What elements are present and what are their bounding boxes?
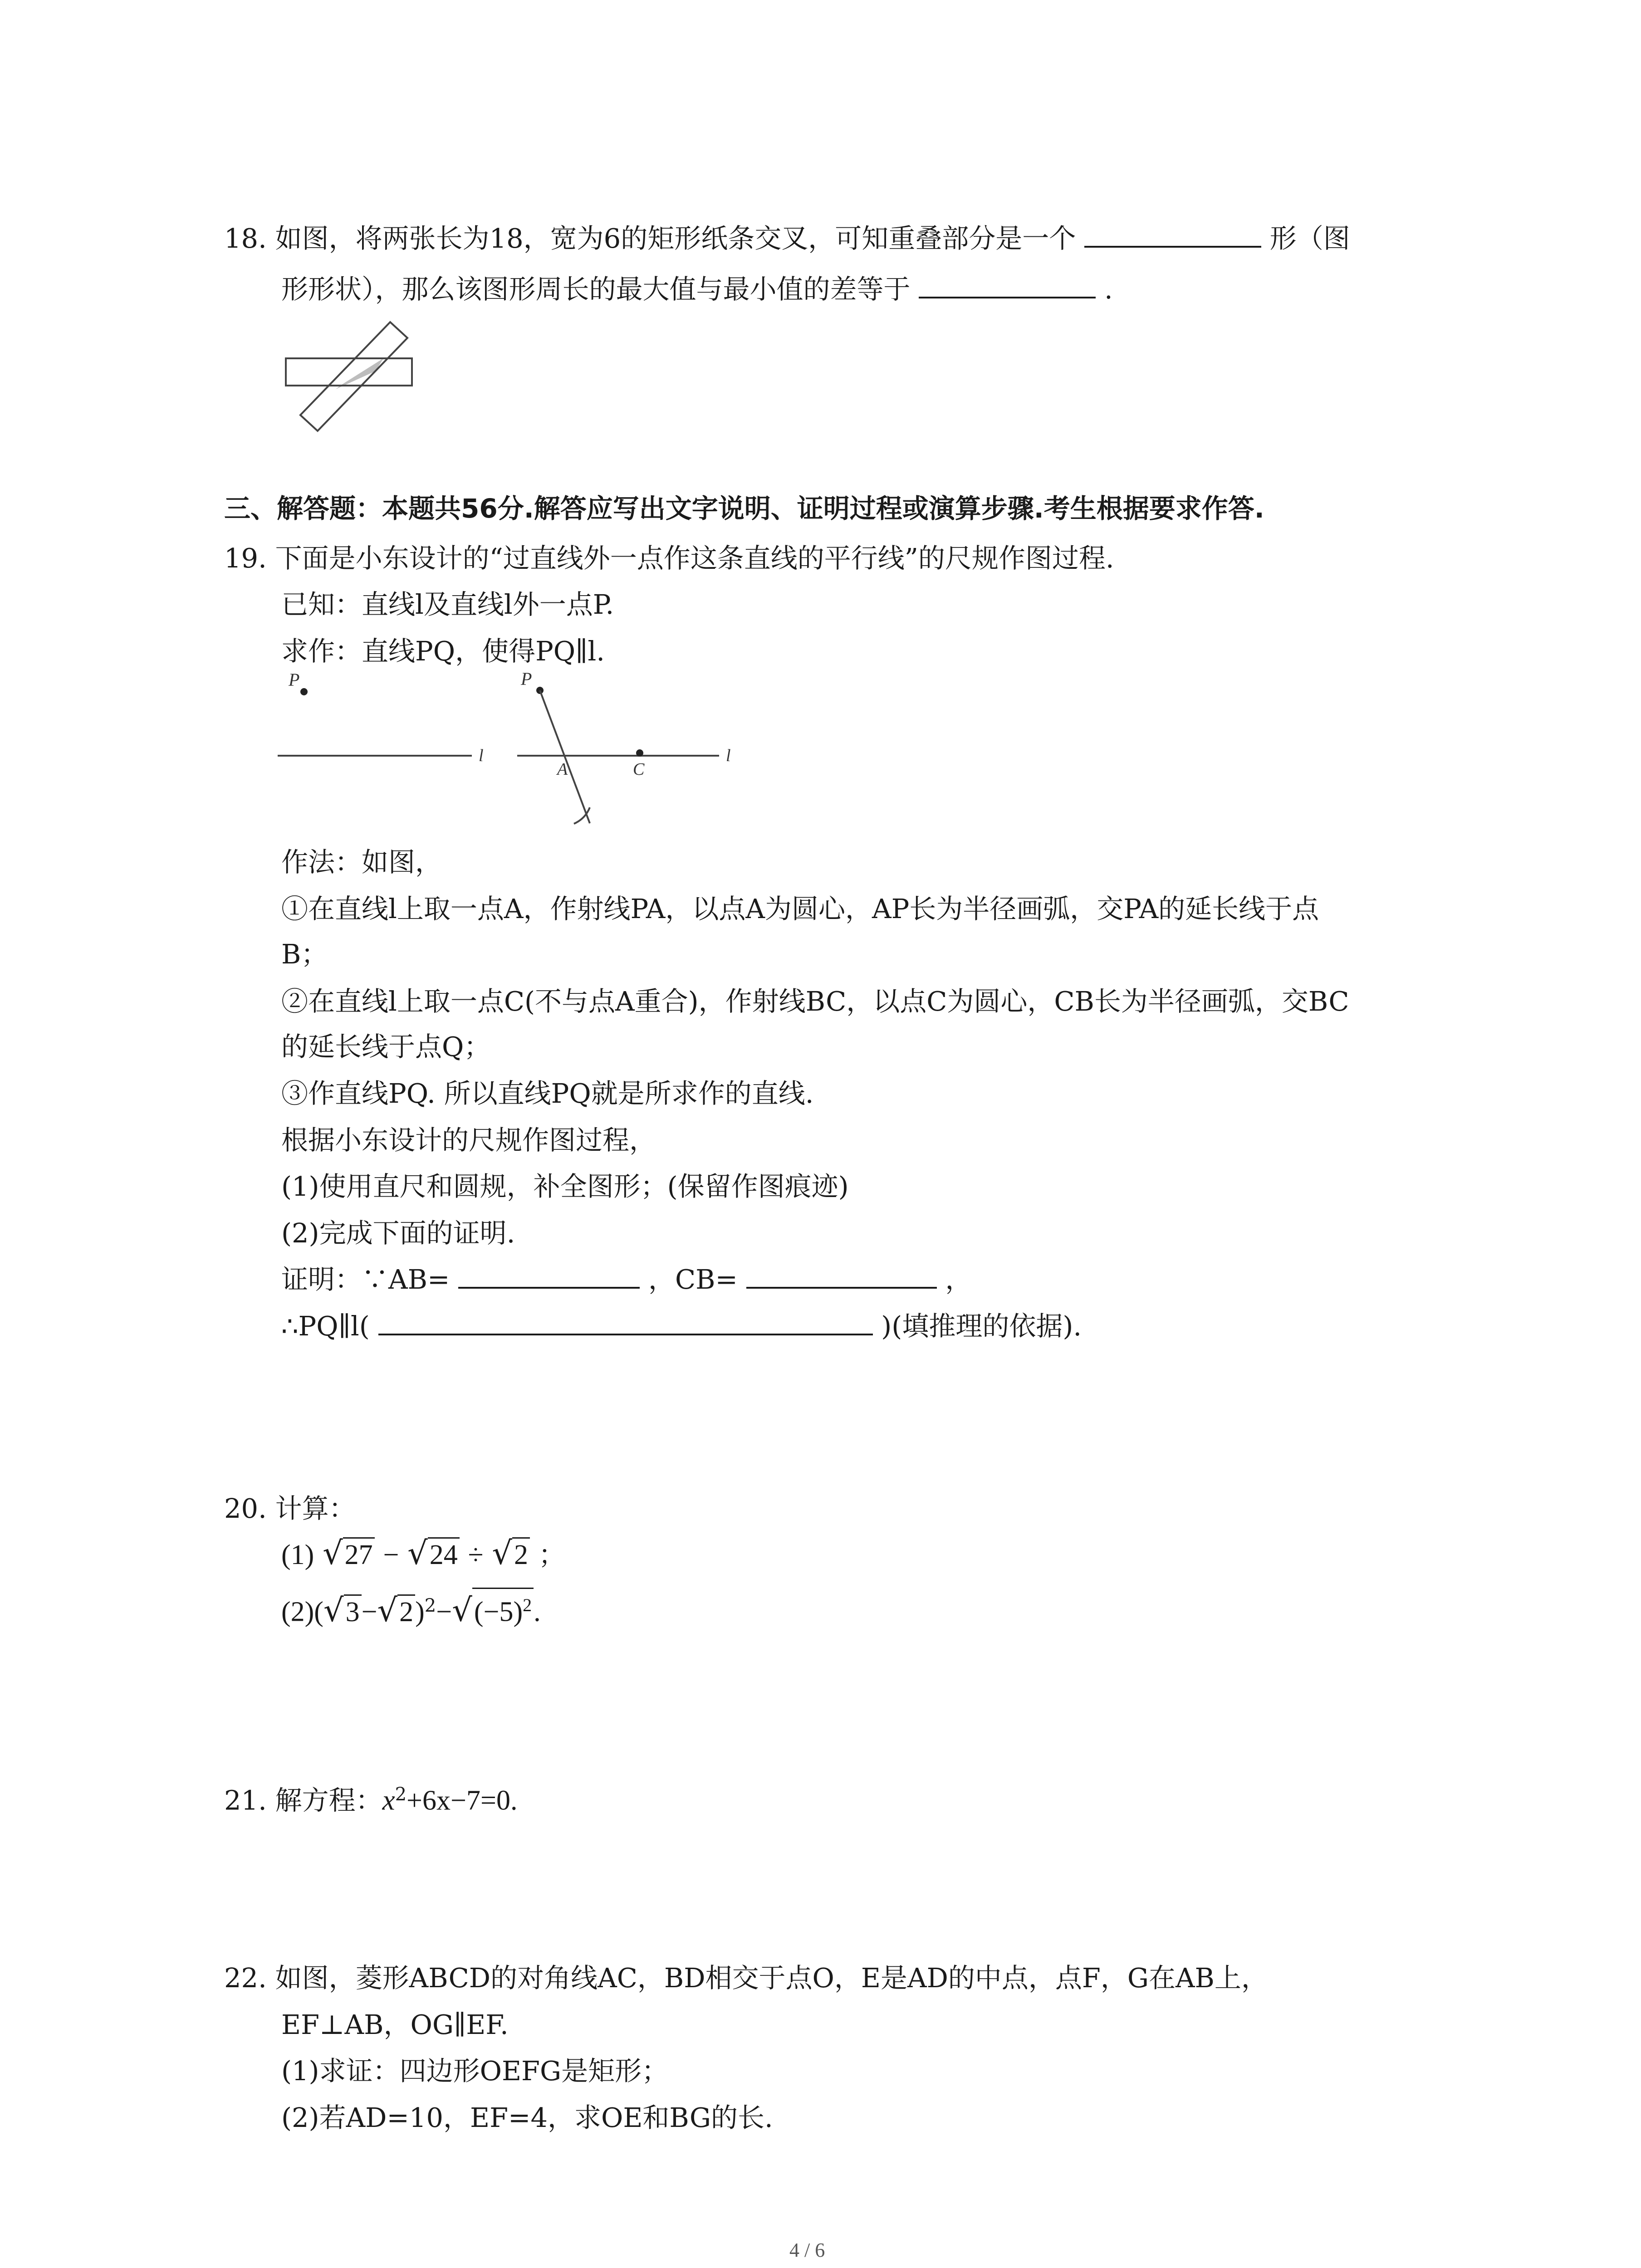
q20-p2-end: . — [534, 1596, 541, 1628]
page-number: 4 / 6 — [789, 2239, 825, 2261]
q21-label: 解方程： — [275, 1784, 382, 1816]
q18-overlap — [336, 358, 383, 389]
q20-sqrt-3: √3 — [323, 1594, 362, 1628]
q20-p2-label: (2)( — [281, 1596, 323, 1628]
q21-number: 21. — [224, 1784, 267, 1816]
q20-p1-minus: − — [383, 1540, 399, 1570]
q19-method: 作法：如图， — [281, 846, 442, 878]
q20-p2-close: ) — [415, 1596, 425, 1628]
q19-fig-label-l1: l — [479, 746, 484, 765]
q19-fig-label-a: A — [557, 760, 568, 779]
q19-therefore-label: ∴PQ∥l( — [281, 1310, 370, 1342]
q19-fig-label-p2: P — [521, 671, 532, 689]
q19-point-p1 — [300, 688, 308, 695]
q20-radicand-2b: 2 — [397, 1594, 415, 1628]
q20-p2-minus2: − — [436, 1596, 452, 1628]
q18-text-1-end: 形（图 — [1269, 223, 1350, 254]
q21-line — [224, 1778, 517, 1817]
q20-number: 20. — [224, 1493, 267, 1524]
q20-part1 — [281, 1537, 565, 1571]
q20-sqrt-24: √24 — [407, 1537, 460, 1571]
q20-radicand-24: 24 — [428, 1537, 460, 1571]
q20-title: 计算： — [275, 1493, 356, 1524]
q20-sqrt-2: √2 — [492, 1537, 530, 1571]
q19-step1a: ①在直线l上取一点A，作射线PA，以点A为圆心，AP长为半径画弧，交PA的延长线于点 — [281, 893, 1319, 924]
q19-proof — [281, 1263, 972, 1296]
q19-figure — [272, 671, 753, 844]
q20-p1-div: ÷ — [468, 1540, 484, 1570]
q19-fig-label-p1: P — [289, 671, 300, 690]
q19-fig-label-c: C — [633, 760, 645, 779]
q18-line1 — [224, 222, 1350, 255]
q18-text-2: 形形状），那么该图形周长的最大值与最小值的差等于 — [281, 274, 911, 305]
q20-p1-label: (1) — [281, 1540, 314, 1570]
q22-line1 — [224, 1962, 1268, 1994]
q19-basis: 根据小东设计的尺规作图过程， — [281, 1124, 656, 1156]
q20-p2-exp2: 2 — [523, 1595, 532, 1615]
q19-step2b: 的延长线于点Q； — [281, 1031, 491, 1062]
q19-blank-reason[interactable] — [378, 1313, 873, 1335]
q18-figure — [277, 318, 426, 435]
q18-text-1: 如图，将两张长为18，宽为6的矩形纸条交叉，可知重叠部分是一个 — [275, 223, 1076, 254]
q19-therefore — [281, 1310, 1082, 1343]
q20-p2-exp: 2 — [424, 1595, 436, 1616]
q18-strip-diagonal — [300, 322, 407, 431]
q20-radicand-2: 2 — [512, 1537, 530, 1571]
q22-part1: (1)求证：四边形OEFG是矩形； — [281, 2055, 669, 2087]
q19-fig-label-l2: l — [726, 746, 731, 765]
q22-line2: EF⊥AB，OG∥EF. — [281, 2009, 509, 2040]
q21-rest: +6x−7=0. — [407, 1785, 518, 1816]
q20-title-line — [224, 1492, 356, 1525]
q20-sqrt-neg5sq: $√(-5)^2$ — [452, 1588, 534, 1628]
q20-part2 — [281, 1588, 541, 1628]
q19-number: 19. — [224, 543, 267, 574]
q19-known: 已知：直线l及直线l外一点P. — [281, 589, 614, 620]
q20-sqrt-2b: √2 — [377, 1594, 416, 1628]
q19-part1: (1)使用直尺和圆规，补全图形；(保留作图痕迹) — [281, 1171, 849, 1202]
q18-text-2-end: . — [1104, 274, 1113, 305]
q20-sqrt-27: √27 — [323, 1537, 375, 1571]
q18-blank-1[interactable] — [1084, 225, 1261, 248]
q19-step1b: B； — [281, 938, 328, 970]
section3-heading: 三、解答题：本题共56分.解答应写出文字说明、证明过程或演算步骤.考生根据要求作答. — [224, 493, 1264, 524]
q19-proof-end: ， — [945, 1264, 972, 1295]
q19-proof-mid: ，CB= — [648, 1264, 738, 1295]
q19-intro — [224, 542, 1114, 575]
q20-radicand-neg5: (−5) — [474, 1596, 523, 1628]
q20-p2-minus: − — [361, 1596, 377, 1628]
q20-radicand-27: 27 — [343, 1537, 375, 1571]
q19-intro-text: 下面是小东设计的“过直线外一点作这条直线的平行线”的尺规作图过程. — [275, 543, 1114, 574]
q20-p1-end: ； — [538, 1539, 565, 1570]
q20-radicand-3: 3 — [344, 1594, 362, 1628]
q21-exp: 2 — [395, 1784, 407, 1805]
q19-blank-cb[interactable] — [746, 1266, 937, 1289]
q19-point-c — [636, 749, 643, 757]
q22-number: 22. — [224, 1962, 267, 1994]
q19-step2a: ②在直线l上取一点C(不与点A重合)，作射线BC，以点C为圆心，CB长为半径画弧，交BC — [281, 986, 1349, 1017]
q18-blank-2[interactable] — [919, 276, 1096, 298]
q19-blank-ab[interactable] — [458, 1266, 640, 1289]
q18-number: 18. — [224, 223, 267, 254]
q18-line2 — [281, 273, 1113, 306]
q22-text-1: 如图，菱形ABCD的对角线AC，BD相交于点O，E是AD的中点，点F，G在AB上， — [275, 1962, 1268, 1994]
q21-var-x: x — [382, 1784, 395, 1816]
q22-part2: (2)若AD=10，EF=4，求OE和BG的长. — [281, 2102, 773, 2133]
q19-ray-pa — [540, 690, 590, 823]
q19-construct: 求作：直线PQ，使得PQ∥l. — [281, 635, 605, 667]
q19-step3: ③作直线PQ. 所以直线PQ就是所求作的直线. — [281, 1078, 814, 1109]
q19-part2: (2)完成下面的证明. — [281, 1217, 515, 1249]
q19-therefore-end: )(填推理的依据). — [881, 1310, 1082, 1342]
q19-proof-label: 证明：∵AB= — [281, 1264, 450, 1295]
